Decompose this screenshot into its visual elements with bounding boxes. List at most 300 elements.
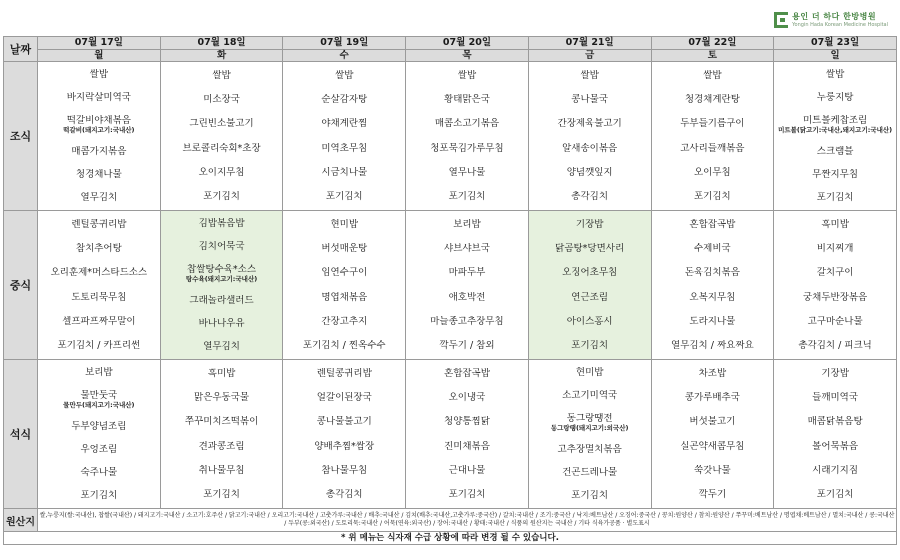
dish-item xyxy=(774,219,896,230)
dish-item xyxy=(652,94,774,105)
dish-name: 오징어초무침 xyxy=(562,267,618,279)
dish-name: 깍두기 xyxy=(698,489,727,501)
dish-name: 근대나물 xyxy=(448,464,486,476)
meal-row xyxy=(4,211,897,360)
dish-item xyxy=(529,316,651,327)
dish-name: 렌틸콩귀리밥 xyxy=(316,367,372,379)
dish-name: 포기김치 xyxy=(571,340,609,352)
dish-item xyxy=(652,316,774,327)
dish-item xyxy=(283,292,405,303)
dish-origin-note: 물만두(돼지고기:국내산) xyxy=(63,401,135,409)
dish-name: 포기김치 xyxy=(325,191,363,203)
menu-cell xyxy=(283,62,406,211)
dish-name: 아이스홍시 xyxy=(566,315,613,327)
dish-name: 현미밥 xyxy=(575,367,604,378)
menu-cell xyxy=(651,62,774,211)
dish-item xyxy=(774,115,896,134)
dish-name: 쑥갓나물 xyxy=(694,464,731,476)
dish-name: 궁채두반장볶음 xyxy=(802,291,868,303)
dish-item xyxy=(529,143,651,154)
dish-list xyxy=(774,62,896,210)
dish-name: 포기김치 xyxy=(816,192,854,203)
dish-item xyxy=(652,441,774,452)
dish-name: 들깨미역국 xyxy=(812,391,859,403)
dish-item xyxy=(652,219,774,230)
weekday-row xyxy=(4,50,897,62)
dish-name: 포기김치 xyxy=(203,489,240,501)
dish-name: 순살감자탕 xyxy=(321,93,368,105)
dish-name: 시금치나물 xyxy=(321,166,368,178)
dish-name: 우엉조림 xyxy=(80,444,118,455)
dish-name: 닭곰탕*당면사리 xyxy=(555,242,625,254)
dish-item xyxy=(406,368,528,379)
dish-item xyxy=(161,167,283,178)
dish-name: 참치추어탕 xyxy=(75,242,122,254)
dish-item xyxy=(406,316,528,327)
dish-name: 오리훈제*머스타드소스 xyxy=(50,267,148,279)
meal-label: 석식 xyxy=(4,360,38,509)
dish-item xyxy=(774,169,896,180)
dish-item xyxy=(529,167,651,178)
dish-item xyxy=(161,70,283,81)
dish-item xyxy=(38,243,160,254)
dish-item xyxy=(161,416,283,427)
dish-name: 포기김치 / 찐옥수수 xyxy=(302,340,386,352)
weekday-cell: 목 xyxy=(406,50,529,62)
dish-item xyxy=(652,70,774,81)
dish-item xyxy=(283,267,405,278)
dish-name: 기장밥 xyxy=(575,218,604,230)
dish-item xyxy=(406,219,528,230)
dish-item xyxy=(38,69,160,80)
dish-item xyxy=(283,94,405,105)
dish-item xyxy=(652,392,774,403)
dish-item xyxy=(406,441,528,452)
menu-cell xyxy=(774,62,897,211)
dish-name: 쌀밥 xyxy=(703,69,722,81)
dish-name: 연근조림 xyxy=(571,291,609,303)
dish-name: 오복지무침 xyxy=(689,291,736,303)
dish-name: 매콤닭볶음탕 xyxy=(807,416,863,428)
dish-name: 바지락살미역국 xyxy=(66,92,131,103)
origin-row xyxy=(4,509,897,532)
dish-name: 찹쌀탕수육*소스 xyxy=(187,264,257,275)
dish-name: 견과콩조림 xyxy=(198,440,245,452)
dish-name: 포기김치 xyxy=(80,490,118,501)
dish-item xyxy=(529,191,651,202)
dish-item xyxy=(529,340,651,351)
dish-name: 버섯매운탕 xyxy=(321,242,368,254)
dish-item xyxy=(38,169,160,180)
dish-item xyxy=(161,143,283,154)
weekday-cell: 월 xyxy=(38,50,161,62)
weekday-cell: 일 xyxy=(774,50,897,62)
dish-list xyxy=(406,360,528,508)
dish-item xyxy=(529,94,651,105)
dish-item xyxy=(406,392,528,403)
dish-name: 보리밥 xyxy=(453,218,481,230)
dish-name: 쌀밥 xyxy=(89,69,109,80)
dish-origin-note: 미트볼(닭고기:국내산,돼지고기:국내산) xyxy=(778,126,893,134)
dish-name: 황태맑은국 xyxy=(444,93,490,105)
dish-item xyxy=(652,143,774,154)
dish-list xyxy=(774,360,896,508)
dish-name: 흑미밥 xyxy=(821,218,849,230)
dish-item xyxy=(283,143,405,154)
dish-name: 흑미밥 xyxy=(207,367,236,379)
date-cell: 07월 17일 xyxy=(38,37,161,50)
menu-cell xyxy=(38,62,161,211)
dish-item xyxy=(652,465,774,476)
menu-cell xyxy=(38,211,161,360)
dish-name: 셀프파프짜무말이 xyxy=(62,315,136,327)
dish-item xyxy=(38,316,160,327)
menu-cell xyxy=(160,360,283,509)
dish-name: 미소장국 xyxy=(203,93,240,105)
dish-item xyxy=(161,392,283,403)
dish-name: 포기김치 / 카프리썬 xyxy=(57,340,141,352)
dish-list xyxy=(406,62,528,210)
dish-name: 포기김치 xyxy=(816,489,854,501)
dish-item xyxy=(774,489,896,500)
dish-item xyxy=(38,390,160,409)
dish-name: 실곤약새콤무침 xyxy=(680,440,745,452)
dish-item xyxy=(529,413,651,432)
dish-item xyxy=(406,416,528,427)
hospital-logo xyxy=(774,6,888,34)
dish-name: 차조밥 xyxy=(698,367,727,379)
dish-item xyxy=(283,465,405,476)
menu-cell xyxy=(406,360,529,509)
dish-name: 포기김치 xyxy=(694,191,731,203)
dish-name: 김치어묵국 xyxy=(198,241,245,252)
menu-cell xyxy=(283,360,406,509)
dish-name: 간장제육불고기 xyxy=(557,118,622,130)
dish-name: 쌀밥 xyxy=(335,69,354,81)
dish-item xyxy=(283,416,405,427)
dish-item xyxy=(774,146,896,157)
dish-name: 청경채나물 xyxy=(75,169,122,180)
dish-item xyxy=(283,167,405,178)
dish-item xyxy=(529,70,651,81)
dish-item xyxy=(38,467,160,478)
meal-row xyxy=(4,62,897,211)
dish-name: 매콤가지볶음 xyxy=(71,146,127,157)
dish-origin-note: 동그랑땡(돼지고기:외국산) xyxy=(550,424,629,432)
dish-name: 오이지무침 xyxy=(198,166,245,178)
dish-item xyxy=(283,243,405,254)
dish-name: 총각김치 xyxy=(325,489,363,501)
dish-item xyxy=(774,416,896,427)
dish-name: 누룽지탕 xyxy=(816,92,854,103)
menu-cell xyxy=(774,360,897,509)
dish-name: 두부양념조림 xyxy=(71,421,127,432)
dish-item xyxy=(406,118,528,129)
dish-name: 매콤소고기볶음 xyxy=(434,118,500,130)
dish-list xyxy=(161,360,283,508)
dish-item xyxy=(774,368,896,379)
dish-name: 돈육김치볶음 xyxy=(684,267,740,279)
dish-item xyxy=(406,340,528,351)
dish-item xyxy=(652,167,774,178)
menu-cell xyxy=(774,211,897,360)
dish-item xyxy=(774,92,896,103)
dish-item xyxy=(652,292,774,303)
dish-name: 기장밥 xyxy=(821,367,849,379)
dish-name: 그래놀라샐러드 xyxy=(189,295,254,306)
dish-list xyxy=(38,360,160,508)
dish-list xyxy=(283,62,405,210)
dish-item xyxy=(652,368,774,379)
dish-item xyxy=(652,267,774,278)
hospital-logo-icon xyxy=(774,12,788,28)
dish-list xyxy=(38,62,160,210)
meal-label: 중식 xyxy=(4,211,38,360)
date-cell: 07월 22일 xyxy=(651,37,774,50)
dish-list xyxy=(652,360,774,508)
dish-item xyxy=(774,192,896,203)
dish-item xyxy=(774,243,896,254)
hospital-name: 용인 더 하다 한방병원 xyxy=(792,11,877,21)
dish-name: 고추장멸치볶음 xyxy=(557,444,622,455)
dish-name: 김밥볶음밥 xyxy=(198,218,245,229)
dish-item xyxy=(406,167,528,178)
dish-item xyxy=(529,444,651,455)
menu-cell xyxy=(38,360,161,509)
dish-item xyxy=(38,367,160,378)
dish-item xyxy=(38,219,160,230)
dish-name: 맑은우동국물 xyxy=(194,391,250,403)
dish-list xyxy=(529,360,651,508)
dish-name: 스크램블 xyxy=(816,146,854,157)
dish-item xyxy=(283,441,405,452)
dish-item xyxy=(161,94,283,105)
dish-name: 혼합잡곡밥 xyxy=(444,367,490,379)
date-cell: 07월 20일 xyxy=(406,37,529,50)
hospital-subtitle: Yongin Hada Korean Medicine Hospital xyxy=(792,21,888,28)
dish-name: 숙주나물 xyxy=(80,467,118,478)
dish-name: 쭈꾸미치즈떡볶이 xyxy=(184,416,259,428)
dish-item xyxy=(774,267,896,278)
dish-item xyxy=(406,489,528,500)
weekday-cell: 화 xyxy=(160,50,283,62)
dish-item xyxy=(652,416,774,427)
dish-item xyxy=(161,489,283,500)
dish-item xyxy=(161,318,283,329)
dish-name: 열무김치 xyxy=(80,192,118,203)
dish-list xyxy=(161,62,283,210)
dish-item xyxy=(283,489,405,500)
dish-name: 간장고추지 xyxy=(321,315,368,327)
dish-item xyxy=(529,118,651,129)
dish-item xyxy=(406,292,528,303)
dish-item xyxy=(529,219,651,230)
dish-name: 참나물무침 xyxy=(321,464,368,476)
dish-item xyxy=(161,241,283,252)
dish-name: 혼합잡곡밥 xyxy=(689,218,736,230)
dish-item xyxy=(38,444,160,455)
dish-name: 포기김치 xyxy=(571,490,609,501)
dish-item xyxy=(652,489,774,500)
dish-name: 포기김치 xyxy=(448,191,486,203)
dish-name: 청경채계란탕 xyxy=(684,93,740,105)
menu-cell xyxy=(160,211,283,360)
dish-name: 미트볼케찹조림 xyxy=(802,115,868,126)
dish-list xyxy=(652,62,774,210)
dish-name: 양념깻잎지 xyxy=(566,166,613,178)
dish-name: 콩나물국 xyxy=(571,93,609,105)
meal-row xyxy=(4,360,897,509)
dish-item xyxy=(652,340,774,351)
dish-item xyxy=(774,316,896,327)
dish-item xyxy=(161,368,283,379)
dish-name: 두부들기름구이 xyxy=(680,118,745,130)
date-cell: 07월 21일 xyxy=(528,37,651,50)
dish-name: 취나물무침 xyxy=(198,464,245,476)
menu-cell xyxy=(528,62,651,211)
dish-name: 쌀밥 xyxy=(212,69,231,81)
dish-item xyxy=(283,316,405,327)
menu-cell xyxy=(406,62,529,211)
dish-item xyxy=(529,243,651,254)
dish-item xyxy=(774,441,896,452)
dish-item xyxy=(38,115,160,134)
dish-name: 렌틸콩귀리밥 xyxy=(71,218,127,230)
dish-item xyxy=(406,70,528,81)
dish-item xyxy=(406,243,528,254)
dish-list xyxy=(161,211,283,359)
dish-list xyxy=(529,62,651,210)
dish-item xyxy=(38,192,160,203)
dish-name: 마파두부 xyxy=(448,267,486,279)
dish-name: 갈치구이 xyxy=(816,267,854,279)
dish-name: 도토리묵무침 xyxy=(71,291,127,303)
dish-name: 알새송이볶음 xyxy=(562,142,618,154)
dish-name: 동그랑땡전 xyxy=(566,413,613,424)
dish-list xyxy=(406,211,528,359)
dish-name: 임연수구이 xyxy=(321,267,368,279)
dish-name: 미역초무침 xyxy=(321,142,368,154)
menu-cell xyxy=(160,62,283,211)
dish-item xyxy=(161,118,283,129)
dish-name: 콩가루배추국 xyxy=(684,391,740,403)
dish-item xyxy=(406,191,528,202)
menu-cell xyxy=(651,211,774,360)
dish-name: 열무김치 / 짜요짜요 xyxy=(671,340,754,352)
dish-name: 야채계란찜 xyxy=(321,118,368,130)
date-cell: 07월 23일 xyxy=(774,37,897,50)
dish-name: 고사리들깨볶음 xyxy=(680,142,745,154)
dish-list xyxy=(652,211,774,359)
dish-item xyxy=(406,94,528,105)
dish-item xyxy=(406,465,528,476)
dish-item xyxy=(283,118,405,129)
dish-list xyxy=(283,211,405,359)
dish-item xyxy=(38,267,160,278)
dish-name: 얼갈이된장국 xyxy=(316,391,372,403)
dish-item xyxy=(529,367,651,378)
dish-name: 쌀밥 xyxy=(580,69,599,81)
dish-name: 무짠지무침 xyxy=(812,169,859,180)
dish-name: 오이무침 xyxy=(694,166,731,178)
notice-row xyxy=(4,532,897,545)
dish-list xyxy=(774,211,896,359)
dish-item xyxy=(38,421,160,432)
dish-name: 마늘종고추장무침 xyxy=(430,315,504,327)
dish-item xyxy=(529,490,651,501)
dish-item xyxy=(283,70,405,81)
dish-name: 도라지나물 xyxy=(689,315,736,327)
dish-name: 오이냉국 xyxy=(448,391,486,403)
dish-item xyxy=(652,191,774,202)
dish-name: 버섯불고기 xyxy=(689,416,736,428)
weekday-cell: 토 xyxy=(651,50,774,62)
dish-name: 현미밥 xyxy=(330,218,359,230)
dish-item xyxy=(529,267,651,278)
dish-item xyxy=(774,340,896,351)
dish-list xyxy=(38,211,160,359)
menu-cell xyxy=(651,360,774,509)
dish-item xyxy=(529,292,651,303)
dish-name: 건곤드레나물 xyxy=(562,467,618,478)
dish-item xyxy=(406,143,528,154)
dish-name: 총각김치 / 피크닉 xyxy=(798,340,872,352)
dish-list xyxy=(529,211,651,359)
dish-name: 진미채볶음 xyxy=(444,440,490,452)
dish-name: 브로콜리숙회*초장 xyxy=(182,142,261,154)
dish-name: 청포묵김가루무침 xyxy=(430,142,504,154)
menu-cell xyxy=(528,360,651,509)
date-header-label: 날짜 xyxy=(4,37,38,62)
dish-origin-note: 떡갈비(돼지고기:국내산) xyxy=(63,126,135,134)
dish-name: 바나나우유 xyxy=(198,318,245,329)
dish-list xyxy=(283,360,405,508)
dish-name: 포기김치 xyxy=(203,191,240,203)
dish-item xyxy=(283,392,405,403)
menu-cell xyxy=(283,211,406,360)
dish-name: 깍두기 / 참외 xyxy=(439,340,495,352)
dish-name: 콩나물불고기 xyxy=(316,416,372,428)
dish-item xyxy=(38,92,160,103)
menu-cell xyxy=(406,211,529,360)
dish-item xyxy=(774,465,896,476)
dish-name: 비지찌개 xyxy=(816,242,854,254)
dish-name: 소고기미역국 xyxy=(562,390,618,401)
dish-item xyxy=(283,219,405,230)
dish-name: 열무김치 xyxy=(203,341,240,352)
dish-name: 볼어묵볶음 xyxy=(812,440,859,452)
origin-label: 원산지 xyxy=(4,509,38,532)
weekly-menu-table xyxy=(3,36,897,545)
dish-name: 포기김치 xyxy=(448,489,486,501)
dish-item xyxy=(38,292,160,303)
dish-item xyxy=(652,243,774,254)
dish-item xyxy=(283,340,405,351)
dish-name: 명엽채볶음 xyxy=(321,291,368,303)
weekday-cell: 수 xyxy=(283,50,406,62)
dish-name: 쌀밥 xyxy=(825,69,845,80)
dish-item xyxy=(529,467,651,478)
dish-item xyxy=(161,465,283,476)
dish-item xyxy=(774,292,896,303)
dish-name: 청양통찜닭 xyxy=(444,416,490,428)
weekday-cell: 금 xyxy=(528,50,651,62)
dish-item xyxy=(774,392,896,403)
dish-name: 물만둣국 xyxy=(80,390,118,401)
date-cell: 07월 19일 xyxy=(283,37,406,50)
menu-change-notice: * 위 메뉴는 식자재 수급 상황에 따라 변경 될 수 있습니다. xyxy=(4,532,897,545)
dish-item xyxy=(38,490,160,501)
